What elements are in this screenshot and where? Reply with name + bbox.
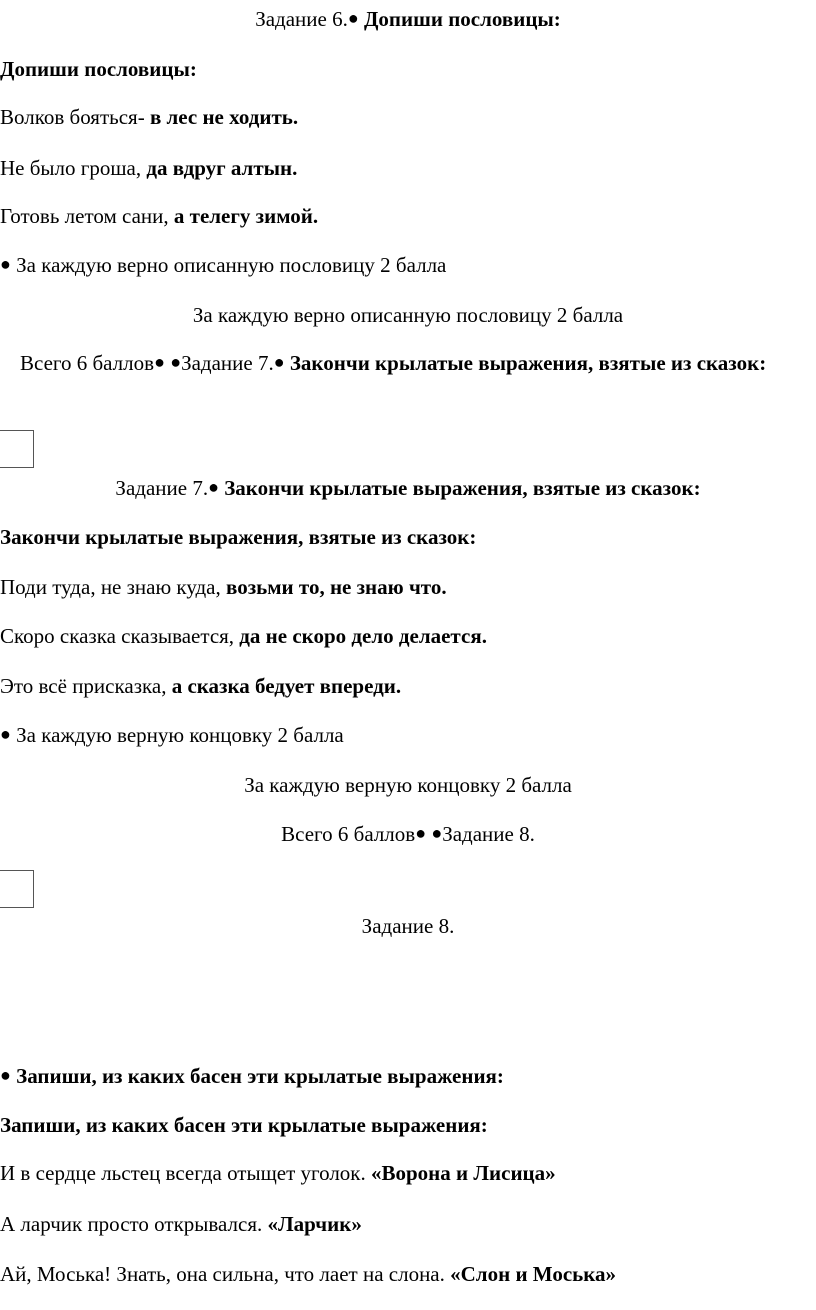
bullet-icon: ● bbox=[0, 1065, 11, 1085]
score-line: За каждую верную концовку 2 балла bbox=[244, 773, 572, 797]
proverb-item: Не было гроша, да вдруг алтын. bbox=[0, 156, 298, 180]
bullet-icon: ● bbox=[273, 352, 285, 372]
score-line: За каждую верно описанную пословицу 2 балла bbox=[192, 303, 624, 327]
fable-item: А ларчик просто открывался. «Ларчик» bbox=[0, 1212, 362, 1236]
score-bullet-line: ● За каждую верную концовку 2 балла bbox=[0, 723, 344, 747]
bullet-icon: ● bbox=[347, 8, 359, 28]
bullet-icon: ● bbox=[208, 477, 219, 497]
section6-header: Задание 6.● Допиши пословицы: bbox=[255, 7, 561, 31]
section7-title: Закончи крылатые выражения, взятые из сказок: bbox=[0, 525, 477, 549]
proverb-item: Готовь летом сани, а телегу зимой. bbox=[0, 204, 319, 228]
bullet-icon: ● bbox=[0, 254, 11, 274]
bullet-icon: ● bbox=[0, 724, 11, 744]
score-bullet-line: ● За каждую верно описанную пословицу 2 балла bbox=[0, 253, 447, 277]
bullet-icon: ● bbox=[431, 823, 443, 843]
image-placeholder bbox=[0, 870, 34, 908]
phrase-item: Скоро сказка сказывается, да не скоро дело делается. bbox=[0, 624, 487, 648]
image-placeholder bbox=[0, 430, 34, 468]
bullet-icon: ● bbox=[170, 352, 182, 372]
section8-bullet-title: ● Запиши, из каких басен эти крылатые выражения: bbox=[0, 1064, 504, 1088]
section7-header: Задание 7.● Закончи крылатые выражения, взятые из сказок: bbox=[115, 476, 701, 500]
phrase-item: Это всё присказка, а сказка бедует впереди. bbox=[0, 674, 402, 698]
section8-header: Задание 8. bbox=[361, 914, 455, 938]
total-line-6: Всего 6 баллов● ●Задание 7.● Закончи крылатые выражения, взятые из сказок: bbox=[20, 351, 767, 375]
proverb-item: Волков бояться- в лес не ходить. bbox=[0, 105, 299, 129]
phrase-item: Поди туда, не знаю куда, возьми то, не знаю что. bbox=[0, 575, 447, 599]
bullet-icon: ● bbox=[154, 352, 165, 372]
bullet-icon: ● bbox=[415, 823, 427, 843]
section6-title: Допиши пословицы: bbox=[0, 57, 197, 81]
total-line-7: Всего 6 баллов● ●Задание 8. bbox=[281, 822, 535, 846]
fable-item: Ай, Моська! Знать, она сильна, что лает на слона. «Слон и Моська» bbox=[0, 1262, 617, 1286]
fable-item: И в сердце льстец всегда отыщет уголок. «Ворона и Лисица» bbox=[0, 1161, 556, 1185]
section8-title: Запиши, из каких басен эти крылатые выражения: bbox=[0, 1113, 488, 1137]
